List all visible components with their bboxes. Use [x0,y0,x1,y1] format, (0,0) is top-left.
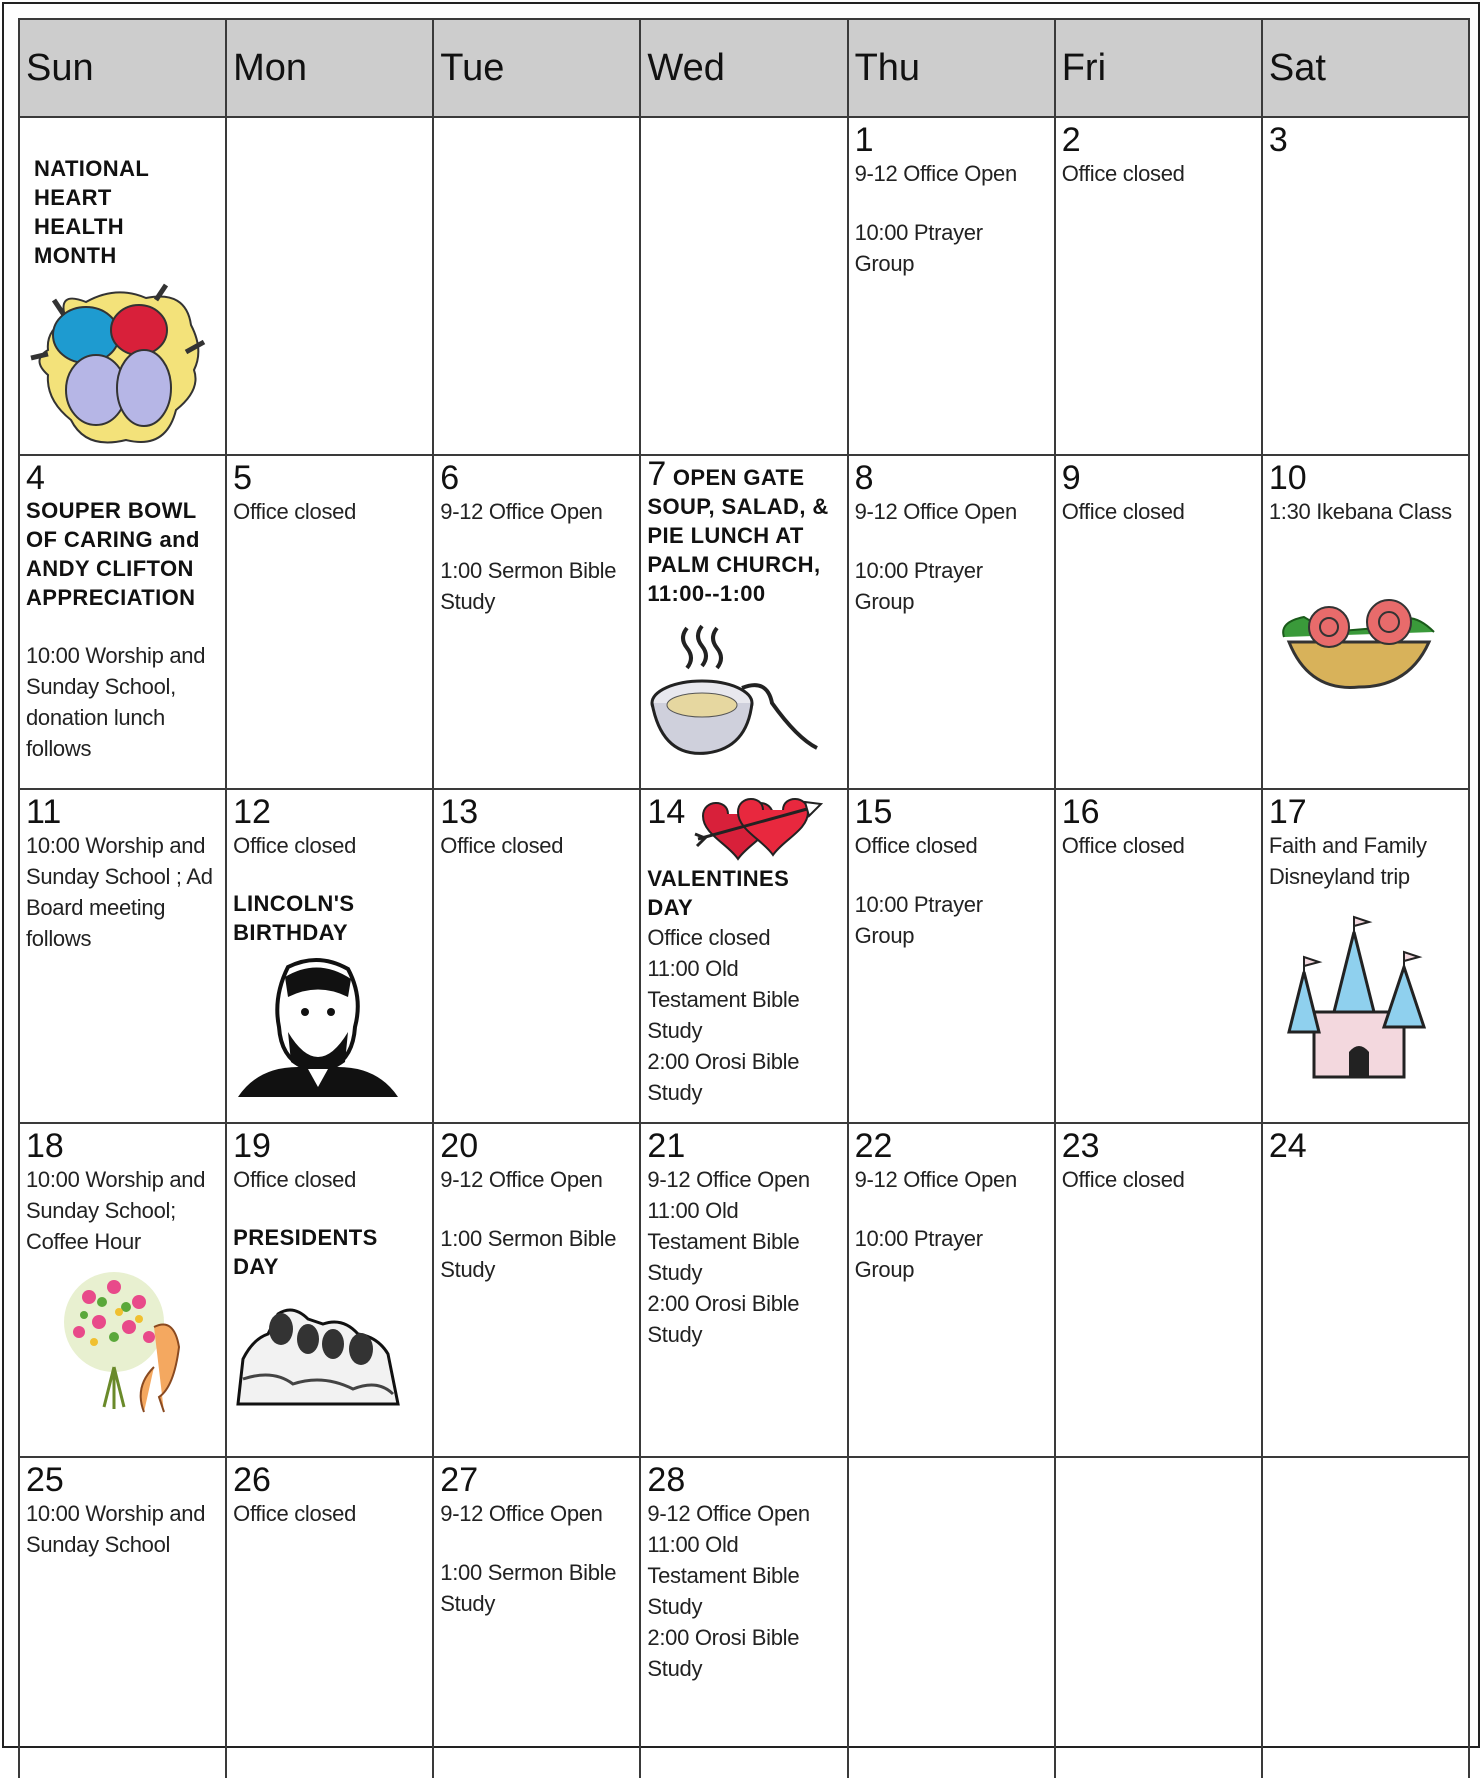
day-cell [640,1457,847,1778]
event-heading: PRESIDENTS DAY [233,1225,378,1279]
weekday-wed: Wed [640,19,847,117]
day-number: 5 [233,459,253,497]
event-text: Office closed [1061,1167,1185,1192]
event-text: Office closed [1061,499,1185,524]
day-cell [433,1457,640,1778]
event-text: Office closed [233,1167,357,1192]
lincoln-portrait-illustration [233,957,403,1097]
day-cell [640,789,847,1123]
event-text: 10:00 Worship and Sunday School ; Ad Board meeting follows [26,833,213,951]
day-number: 19 [233,1127,271,1165]
day-number: 20 [440,1127,479,1165]
day-cell [433,789,640,1123]
event-text: Office closed [233,499,357,524]
event-text: Office closed [1061,833,1185,858]
calendar-grid [18,18,1470,1778]
event-text: 11:00 Old Testament Bible Study [647,956,800,1043]
day-number: 27 [440,1461,479,1499]
day-number: 16 [1061,793,1100,831]
day-cell [1055,117,1262,455]
day-cell [1262,455,1469,789]
flower-basket-illustration [1269,587,1449,697]
day-cell [19,1457,226,1778]
day-number: 9 [1061,459,1081,497]
event-heading-text: OPEN GATE SOUP, SALAD, & PIE LUNCH AT PALM CHURCH, 11:00--1:00 [647,465,829,606]
weekday-tue: Tue [433,19,640,117]
event-text: 9-12 Office Open [647,1167,810,1192]
weekday-fri: Fri [1055,19,1262,117]
day-cell-empty [226,117,433,455]
event-text: Office closed [440,833,564,858]
day-number: 1 [854,121,874,159]
event-text: 11:00 Old Testament Bible Study [647,1532,800,1619]
weekday-sun: Sun [19,19,226,117]
day-number: 11 [26,793,62,831]
day-cell [433,455,640,789]
day-cell-empty [1262,1457,1469,1778]
event-text: 10:00 Ptrayer Group [854,1226,983,1282]
day-cell [19,1123,226,1457]
soup-bowl-illustration [647,618,827,758]
day-number: 22 [854,1127,893,1165]
day-number: 26 [233,1461,271,1499]
day-cell [640,455,847,789]
event-text: 10:00 Ptrayer Group [854,558,983,614]
event-text: 9-12 Office Open [854,161,1017,186]
day-number: 8 [854,459,874,497]
day-cell [848,117,1055,455]
day-cell [226,1123,433,1457]
castle-illustration [1269,912,1439,1082]
event-text: Office closed [1061,161,1185,186]
day-cell-empty [19,117,226,455]
day-number: 13 [440,793,479,831]
event-text: 1:30 Ikebana Class [1268,499,1452,524]
event-text: 9-12 Office Open [854,499,1017,524]
day-cell [848,455,1055,789]
day-cell [848,1123,1055,1457]
event-text: 10:00 Worship and Sunday School, donation lunch follows [26,643,206,761]
day-number: 14 [647,793,686,831]
event-text: 10:00 Ptrayer Group [854,892,983,948]
flower-bouquet-illustration [44,1267,204,1417]
day-number: 12 [233,793,271,831]
day-cell [226,455,433,789]
event-text: 9-12 Office Open [440,499,603,524]
event-text: 2:00 Orosi Bible Study [647,1625,800,1681]
weekday-sat: Sat [1262,19,1469,117]
day-cell [1055,1123,1262,1457]
day-cell-empty [848,1457,1055,1778]
day-number: 24 [1268,1127,1307,1165]
event-text: Office closed [233,833,357,858]
day-number: 10 [1268,459,1307,497]
day-number: 18 [26,1127,64,1165]
event-text: 2:00 Orosi Bible Study [647,1291,800,1347]
event-text: 9-12 Office Open [440,1501,603,1526]
day-cell-empty [1055,1457,1262,1778]
event-text: Office closed [854,833,978,858]
day-number: 23 [1061,1127,1100,1165]
day-cell [226,789,433,1123]
heart-illustration [26,280,206,450]
event-text: 9-12 Office Open [440,1167,603,1192]
event-text: 1:00 Sermon Bible Study [440,1226,617,1282]
week-row-1 [19,117,1469,455]
event-text: Office closed [647,925,771,950]
event-text: Faith and Family Disneyland trip [1268,833,1427,889]
day-cell [1262,117,1469,455]
hearts-arrow-illustration [693,794,823,864]
heart-month-heading: NATIONAL HEART HEALTH MONTH [34,156,149,268]
day-number: 15 [854,793,893,831]
weekday-header-row [19,19,1469,117]
event-text: 10:00 Worship and Sunday School [26,1501,206,1557]
event-text: 10:00 Worship and Sunday School; Coffee Hour [26,1167,206,1254]
event-text: 2:00 Orosi Bible Study [647,1049,800,1105]
week-row-5 [19,1457,1469,1778]
event-text: 10:00 Ptrayer Group [854,220,983,276]
day-header [647,794,840,864]
event-text: 1:00 Sermon Bible Study [440,558,617,614]
day-number: 25 [26,1461,64,1499]
day-cell [19,789,226,1123]
day-cell-empty [433,117,640,455]
event-text: 11:00 Old Testament Bible Study [647,1198,800,1285]
day-number: 17 [1268,793,1307,831]
week-row-4 [19,1123,1469,1457]
day-cell-empty [640,117,847,455]
day-cell [1262,789,1469,1123]
event-heading [647,455,840,608]
day-cell [1055,789,1262,1123]
day-cell [1055,455,1262,789]
day-cell [1262,1123,1469,1457]
event-text: 9-12 Office Open [854,1167,1017,1192]
day-number: 3 [1268,121,1288,159]
day-number: 6 [440,459,460,497]
weekday-mon: Mon [226,19,433,117]
day-number: 4 [26,459,45,497]
week-row-2 [19,455,1469,789]
day-cell [848,789,1055,1123]
day-cell [226,1457,433,1778]
mount-rushmore-illustration [233,1299,403,1409]
day-number: 7 [647,455,667,493]
day-cell [19,455,226,789]
event-text: Office closed [233,1501,357,1526]
week-row-3 [19,789,1469,1123]
event-text: 1:00 Sermon Bible Study [440,1560,617,1616]
event-text: 9-12 Office Open [647,1501,810,1526]
day-cell [640,1123,847,1457]
event-heading: LINCOLN'S BIRTHDAY [233,891,355,945]
day-number: 21 [647,1127,686,1165]
event-heading: SOUPER BOWL OF CARING and ANDY CLIFTON APPRECIATION [26,498,200,610]
day-number: 2 [1061,121,1081,159]
day-cell [433,1123,640,1457]
weekday-thu: Thu [848,19,1055,117]
event-heading: VALENTINES DAY [647,866,790,920]
day-number: 28 [647,1461,686,1499]
